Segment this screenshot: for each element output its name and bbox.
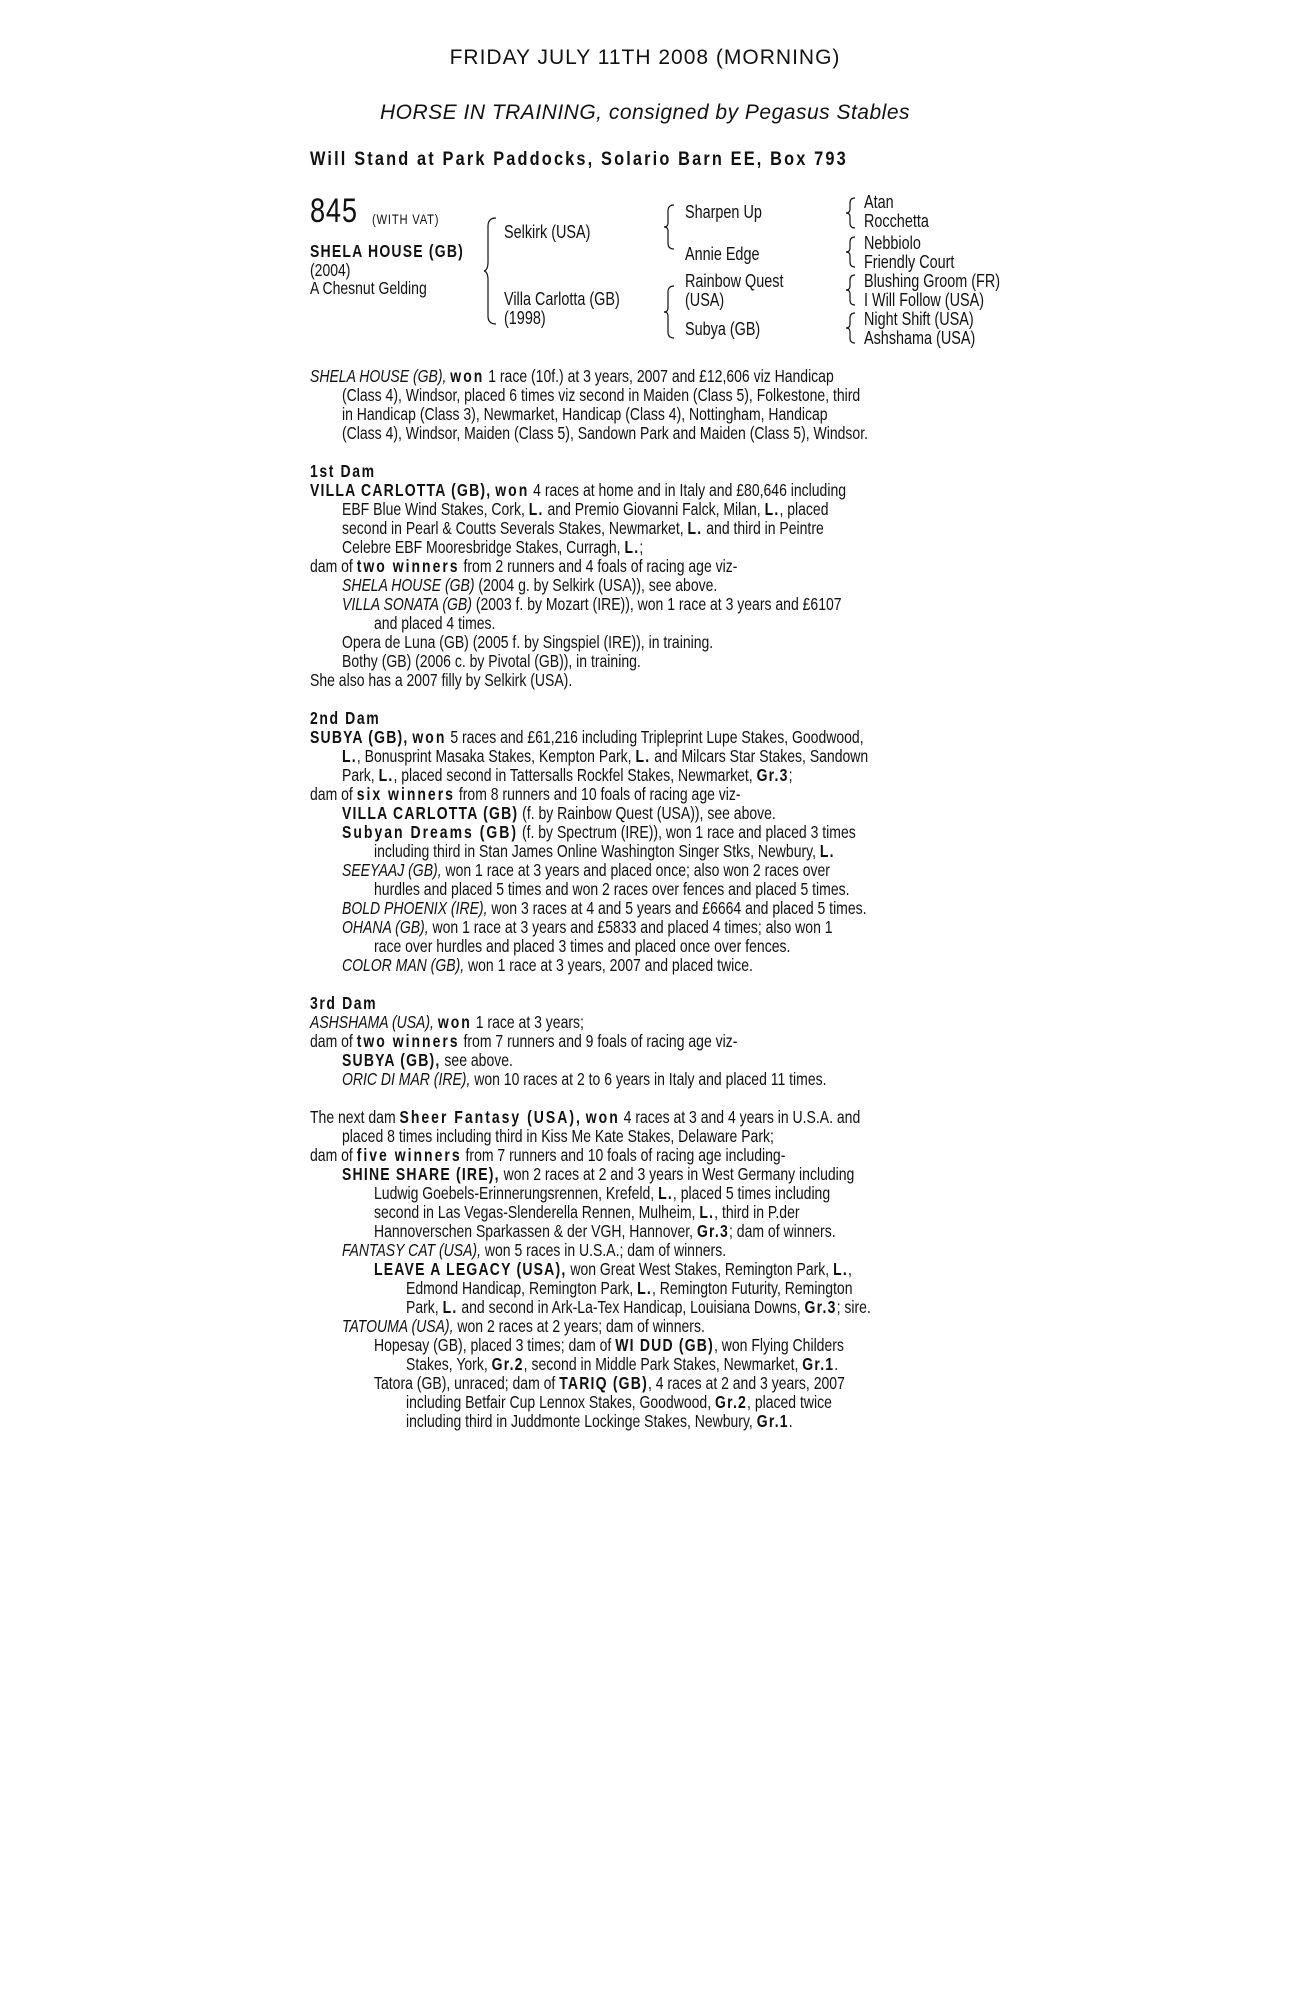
text: including third in Stan James Online Washington Singer Stks, Newbury, [374, 841, 816, 861]
text: won 2 races at 2 years; dam of winners. [457, 1316, 705, 1336]
pedigree-brace-3 [664, 284, 676, 340]
text: Park, [342, 765, 375, 785]
pedigree-ddd: Ashshama (USA) [864, 328, 976, 348]
record-line [374, 1374, 845, 1393]
text: Hannoverschen Sparkassen & der VGH, Hannover, [374, 1221, 694, 1241]
text: and Milcars Star Stakes, Sandown [654, 746, 869, 766]
grade: L. [833, 1259, 848, 1279]
pedigree-dam-dam: Subya (GB) [685, 319, 761, 339]
dam-name: Sheer Fantasy (USA), [399, 1107, 582, 1127]
text: 1 race at 3 years; [475, 1012, 584, 1032]
horse-name-italic: SHELA HOUSE (GB), [310, 366, 447, 386]
text: The next dam [310, 1107, 396, 1127]
progeny-name: LEAVE A LEGACY (USA), [374, 1259, 567, 1279]
text: won 2 races at 2 and 3 years in West Germany including [503, 1164, 855, 1184]
text: , won Flying Childers [713, 1335, 844, 1355]
pedigree-sss: Atan [864, 192, 894, 212]
text: won Great West Stakes, Remington Park, [570, 1259, 830, 1279]
pedigree-sire-sire: Sharpen Up [685, 202, 762, 222]
record-line [342, 804, 776, 823]
grade: L. [687, 518, 703, 538]
text: 1 race (10f.) at 3 years, 2007 and £12,606 viz Handicap [488, 366, 834, 386]
section-heading-2nd-dam: 2nd Dam [310, 708, 381, 728]
dam-name: SUBYA (GB), [310, 727, 409, 747]
record-line [310, 728, 864, 747]
pedigree-dds: Night Shift (USA) [864, 309, 974, 329]
record-line [342, 766, 793, 785]
record-line [310, 557, 737, 576]
grade: Gr.2 [491, 1354, 524, 1374]
pedigree-dam-sire: Rainbow Quest [685, 271, 784, 291]
record-line: Opera de Luna (GB) (2005 f. by Singspiel (IRE)), in training. [342, 632, 714, 652]
record-line [342, 538, 643, 557]
record-line: in Handicap (Class 3), Newmarket, Handicap (Class 4), Nottingham, Handicap [342, 404, 828, 424]
text: , [847, 1259, 852, 1279]
text: , second in Middle Park Stakes, Newmarket, [523, 1354, 799, 1374]
grade: L. [637, 1278, 652, 1298]
won-text: won [450, 366, 485, 386]
progeny-name: SHELA HOUSE (GB) [342, 575, 475, 595]
text: from 2 runners and 4 foals of racing age viz- [463, 556, 738, 576]
text: dam of [310, 1031, 353, 1051]
text: won 10 races at 2 to 6 years in Italy and placed 11 times. [474, 1069, 827, 1089]
grade: Gr.3 [696, 1221, 730, 1241]
record-line [342, 519, 824, 538]
text: Hopesay (GB), placed 3 times; dam of [374, 1335, 612, 1355]
text: Edmond Handicap, Remington Park, [406, 1278, 634, 1298]
text: won 1 race at 3 years, 2007 and placed twice. [468, 955, 753, 975]
text: 4 races at 3 and 4 years in U.S.A. and [623, 1107, 861, 1127]
record-line [342, 500, 828, 519]
text: , Bonusprint Masaka Stakes, Kempton Park, [356, 746, 632, 766]
pedigree-dss: Blushing Groom (FR) [864, 271, 1001, 291]
record-line [310, 1146, 785, 1165]
record-line [374, 1203, 800, 1222]
record-line [374, 842, 835, 861]
text: ; dam of winners. [729, 1221, 836, 1241]
record-line [342, 595, 842, 614]
progeny-name: COLOR MAN (GB), [342, 955, 465, 975]
horse-description: A Chesnut Gelding [310, 278, 427, 298]
progeny-name: FANTASY CAT (USA), [342, 1240, 481, 1260]
pedigree-brace-5 [846, 235, 856, 269]
grade: L. [658, 1183, 673, 1203]
text: and third in Peintre [706, 518, 824, 538]
record-line: placed 8 times including third in Kiss Me Kate Stakes, Delaware Park; [342, 1126, 774, 1146]
record-line [342, 1051, 513, 1070]
text: Stakes, York, [406, 1354, 488, 1374]
text: and second in Ark-La-Tex Handicap, Louisiana Downs, [461, 1297, 801, 1317]
section-heading-1st-dam: 1st Dam [310, 461, 376, 481]
record-line [406, 1393, 832, 1412]
text: 5 races and £61,216 including Tripleprint Lupe Stakes, Goodwood, [450, 727, 864, 747]
pedigree-brace-7 [846, 311, 856, 345]
grade: L. [342, 746, 357, 766]
pedigree-sdd: Friendly Court [864, 252, 955, 272]
pedigree-brace-1 [484, 216, 498, 326]
text: Celebre EBF Mooresbridge Stakes, Curragh, [342, 537, 621, 557]
text: ; [788, 765, 793, 785]
text: from 7 runners and 10 foals of racing age including- [465, 1145, 786, 1165]
pedigree-brace-6 [846, 273, 856, 307]
text: won 1 race at 3 years and placed once; also won 2 races over [445, 860, 830, 880]
progeny-name: ORIC DI MAR (IRE), [342, 1069, 471, 1089]
record-line [342, 918, 833, 937]
progeny-name: VILLA CARLOTTA (GB) [342, 803, 519, 823]
text: , 4 races at 2 and 3 years, 2007 [647, 1373, 845, 1393]
grade: L. [819, 841, 835, 861]
text: including Betfair Cup Lennox Stakes, Goodwood, [406, 1392, 712, 1412]
grade: L. [699, 1202, 715, 1222]
section-heading-3rd-dam: 3rd Dam [310, 993, 378, 1013]
pedigree-ssd: Rocchetta [864, 211, 929, 231]
text: won 1 race at 3 years and £5833 and placed 4 times; also won 1 [432, 917, 833, 937]
grade: L. [764, 499, 780, 519]
vat-note: (WITH VAT) [372, 211, 440, 227]
text: , placed second in Tattersalls Rockfel Stakes, Newmarket, [393, 765, 753, 785]
text: Ludwig Goebels-Erinnerungsrennen, Krefeld, [374, 1183, 655, 1203]
pedigree-brace-4 [846, 196, 856, 230]
winners-count: two winners [356, 556, 460, 576]
progeny-name: Subyan Dreams (GB) [342, 822, 519, 842]
pedigree-dam: Villa Carlotta (GB) [504, 289, 620, 309]
record-line: and placed 4 times. [374, 613, 496, 633]
pedigree-sds: Nebbiolo [864, 233, 921, 253]
record-line [310, 1032, 737, 1051]
winners-count: five winners [356, 1145, 462, 1165]
grade: Gr.1 [802, 1354, 835, 1374]
text: see above. [444, 1050, 513, 1070]
record-line [374, 1336, 844, 1355]
record-line [406, 1355, 838, 1374]
text: dam of [310, 1145, 353, 1165]
text: second in Las Vegas-Slenderella Rennen, Mulheim, [374, 1202, 696, 1222]
text: EBF Blue Wind Stakes, Cork, [342, 499, 525, 519]
record-line [342, 823, 856, 842]
grade: L. [378, 765, 394, 785]
record-line: She also has a 2007 filly by Selkirk (USA). [310, 670, 573, 690]
progeny-name: WI DUD (GB) [615, 1335, 714, 1355]
grade: Gr.2 [714, 1392, 748, 1412]
text: ; sire. [836, 1297, 871, 1317]
record-line: (Class 4), Windsor, Maiden (Class 5), Sandown Park and Maiden (Class 5), Windsor. [342, 423, 868, 443]
record-line: Bothy (GB) (2006 c. by Pivotal (GB)), in training. [342, 651, 641, 671]
grade: L. [442, 1297, 458, 1317]
pedigree-sire: Selkirk (USA) [504, 222, 591, 242]
record-line [342, 899, 867, 918]
record-line [342, 1317, 705, 1336]
stand-location: Will Stand at Park Paddocks, Solario Barn EE, Box 793 [310, 149, 848, 170]
foaling-year: (2004) [310, 260, 351, 280]
text: and Premio Giovanni Falck, Milan, [547, 499, 761, 519]
dam-name: ASHSHAMA (USA), [310, 1012, 434, 1032]
pedigree-dam-year: (1998) [504, 308, 546, 328]
dam-name: VILLA CARLOTTA (GB), [310, 480, 492, 500]
grade: Gr.1 [756, 1411, 789, 1431]
text: won 3 races at 4 and 5 years and £6664 and placed 5 times. [491, 898, 867, 918]
won-text: won [412, 727, 447, 747]
record-line [310, 1108, 860, 1127]
record-line [342, 1070, 827, 1089]
winners-count: two winners [356, 1031, 460, 1051]
record-line [374, 1260, 852, 1279]
lot-number: 845 [310, 192, 358, 230]
text: , placed [779, 499, 829, 519]
record-line [310, 1013, 584, 1032]
text: including third in Juddmonte Lockinge Stakes, Newbury, [406, 1411, 753, 1431]
record-line [406, 1279, 852, 1298]
record-line [342, 747, 868, 766]
text: (2003 f. by Mozart (IRE)), won 1 race at 3 years and £6107 [475, 594, 842, 614]
text: , placed twice [747, 1392, 832, 1412]
record-line [310, 481, 846, 500]
text: . [834, 1354, 839, 1374]
text: Tatora (GB), unraced; dam of [374, 1373, 556, 1393]
text: , third in P.der [714, 1202, 800, 1222]
grade: L. [624, 537, 640, 557]
grade: L. [635, 746, 651, 766]
text: . [788, 1411, 793, 1431]
pedigree-dam-sire-country: (USA) [685, 290, 725, 310]
record-line [310, 785, 741, 804]
record-line [406, 1412, 793, 1431]
won-text: won [437, 1012, 472, 1032]
text: dam of [310, 556, 353, 576]
text: second in Pearl & Coutts Severals Stakes, Newmarket, [342, 518, 684, 538]
pedigree-sire-dam: Annie Edge [685, 244, 760, 264]
text: ; [639, 537, 644, 557]
horse-name: SHELA HOUSE (GB) [310, 241, 465, 261]
text: (2004 g. by Selkirk (USA)), see above. [478, 575, 718, 595]
text: 4 races at home and in Italy and £80,646 including [533, 480, 847, 500]
text: , placed 5 times including [672, 1183, 831, 1203]
text: (f. by Spectrum (IRE)), won 1 race and placed 3 times [521, 822, 856, 842]
progeny-name: BOLD PHOENIX (IRE), [342, 898, 488, 918]
text: won 5 races in U.S.A.; dam of winners. [484, 1240, 727, 1260]
progeny-name: SUBYA (GB), [342, 1050, 441, 1070]
record-line [374, 1184, 830, 1203]
text: (f. by Rainbow Quest (USA)), see above. [522, 803, 776, 823]
winners-count: six winners [356, 784, 455, 804]
progeny-name: VILLA SONATA (GB) [342, 594, 472, 614]
record-line [310, 367, 834, 386]
won-text: won [585, 1107, 620, 1127]
record-line [342, 1241, 726, 1260]
won-text: won [495, 480, 530, 500]
record-line [406, 1298, 871, 1317]
progeny-name: TARIQ (GB) [559, 1373, 648, 1393]
grade: Gr.3 [756, 765, 789, 785]
record-line: (Class 4), Windsor, placed 6 times viz second in Maiden (Class 5), Folkestone, third [342, 385, 861, 405]
record-line [374, 1222, 836, 1241]
pedigree-dsd: I Will Follow (USA) [864, 290, 985, 310]
progeny-name: TATOUMA (USA), [342, 1316, 454, 1336]
text: Park, [406, 1297, 439, 1317]
sale-date: FRIDAY JULY 11TH 2008 (MORNING) [449, 46, 841, 69]
record-line [342, 1165, 854, 1184]
grade: Gr.3 [804, 1297, 837, 1317]
text: from 8 runners and 10 foals of racing age viz- [458, 784, 741, 804]
progeny-name: OHANA (GB), [342, 917, 429, 937]
pedigree-brace-2 [664, 203, 676, 251]
text: dam of [310, 784, 353, 804]
record-line: hurdles and placed 5 times and won 2 races over fences and placed 5 times. [374, 879, 850, 899]
progeny-name: SEEYAAJ (GB), [342, 860, 442, 880]
record-line: race over hurdles and placed 3 times and placed once over fences. [374, 936, 791, 956]
record-line [342, 956, 753, 975]
text: , Remington Futurity, Remington [651, 1278, 853, 1298]
consignment-subtitle: HORSE IN TRAINING, consigned by Pegasus Stables [379, 101, 911, 124]
record-line [342, 861, 830, 880]
text: from 7 runners and 9 foals of racing age viz- [463, 1031, 738, 1051]
progeny-name: SHINE SHARE (IRE), [342, 1164, 500, 1184]
grade: L. [528, 499, 544, 519]
record-line [342, 576, 717, 595]
